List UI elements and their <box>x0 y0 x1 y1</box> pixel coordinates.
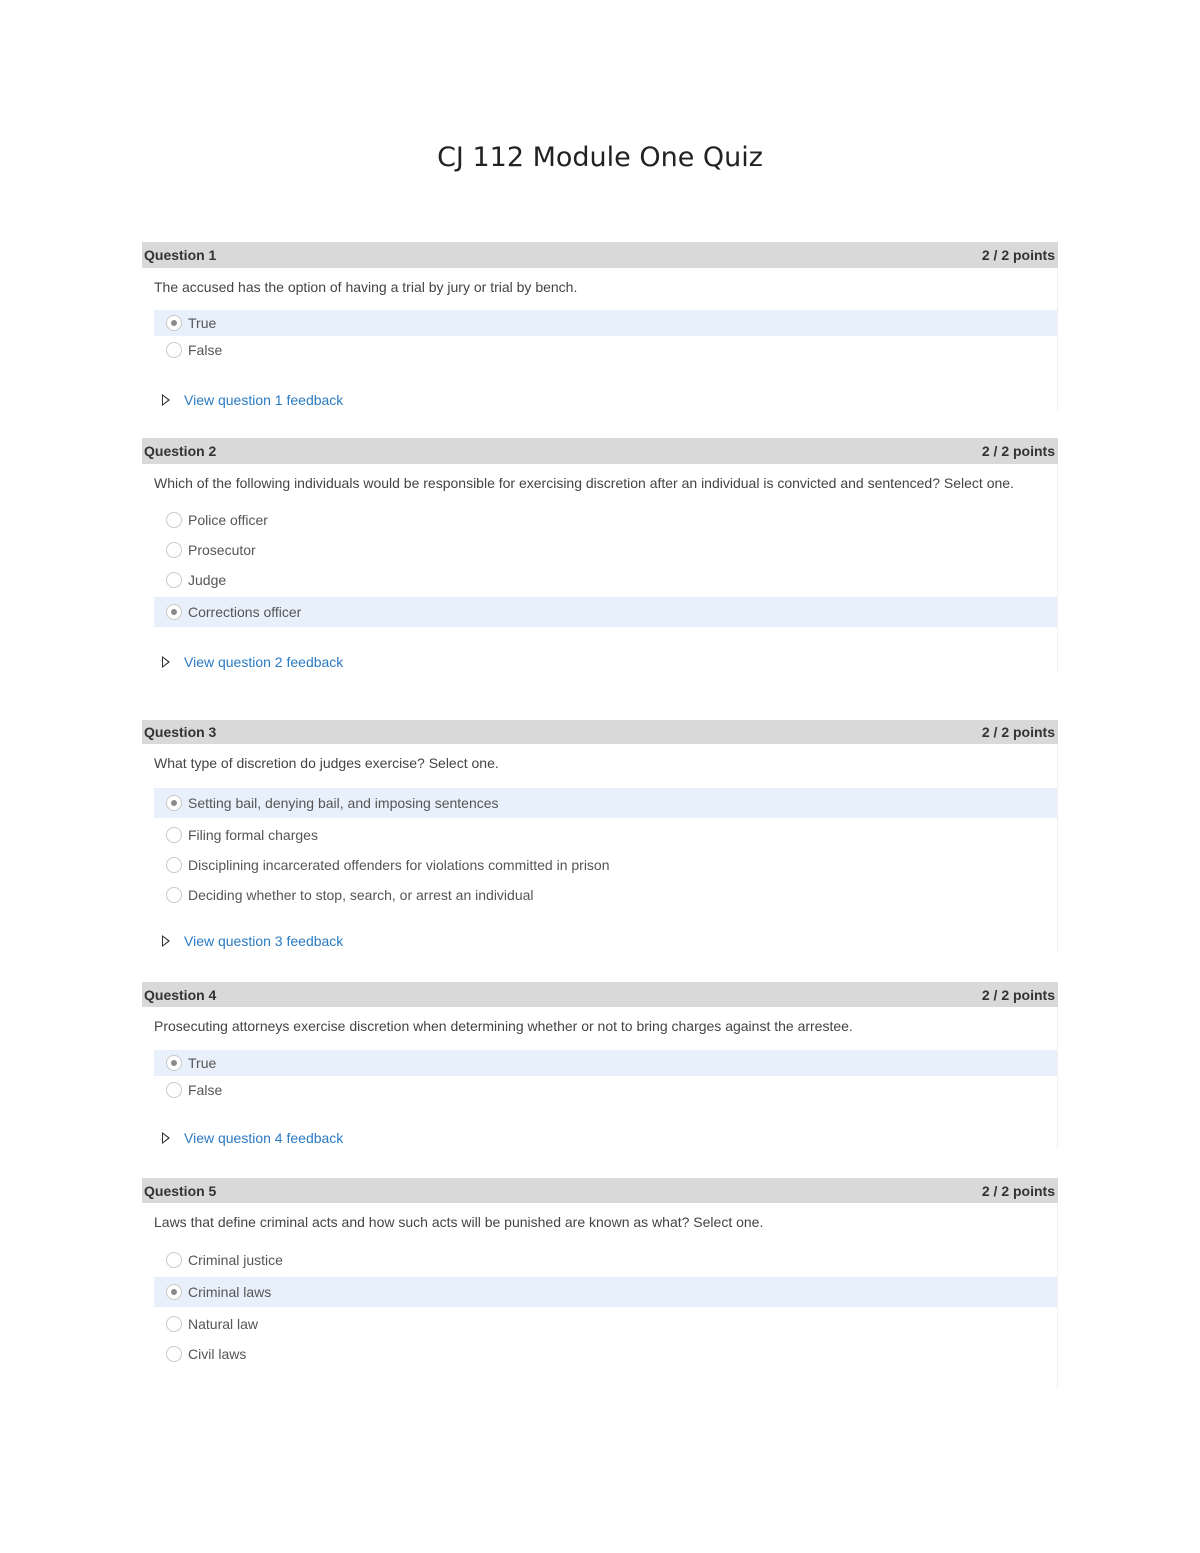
question-score: 2 / 2 points <box>981 443 1055 459</box>
question-body <box>142 464 1058 673</box>
question-text: Prosecuting attorneys exercise discretion when determining whether or not to bring charges against the arrestee. <box>154 1018 853 1034</box>
answer-option-label: Deciding whether to stop, search, or arrest an individual <box>188 887 534 903</box>
answer-option-label: False <box>188 342 223 358</box>
question-body <box>142 268 1058 411</box>
question-3 <box>142 720 1058 952</box>
answer-option-false[interactable] <box>154 1077 1057 1103</box>
question-label: Question 5 <box>144 1182 217 1199</box>
answer-option-criminal-laws[interactable] <box>154 1277 1057 1307</box>
answer-option-police-officer[interactable] <box>154 507 1057 533</box>
answer-options <box>142 1050 1057 1103</box>
question-text: Which of the following individuals would be responsible for exercising discretion after an individual is convicted and sentenced? Select one. <box>154 475 1014 491</box>
answer-option-label: Corrections officer <box>188 604 302 620</box>
feedback-toggle[interactable] <box>142 1127 1057 1149</box>
question-label: Question 2 <box>144 443 217 459</box>
question-body <box>142 1007 1058 1149</box>
question-text: What type of discretion do judges exercise? Select one. <box>154 755 499 771</box>
answer-option-label: Setting bail, denying bail, and imposing sentences <box>188 795 499 811</box>
answer-option-false[interactable] <box>154 337 1057 363</box>
question-label: Question 4 <box>144 986 217 1003</box>
answer-option-prosecutor[interactable] <box>154 537 1057 563</box>
answer-option-judge[interactable] <box>154 567 1057 593</box>
answer-option-natural-law[interactable] <box>154 1311 1057 1337</box>
radio-unchecked-icon[interactable] <box>166 857 182 873</box>
question-header <box>142 720 1058 744</box>
radio-unchecked-icon[interactable] <box>166 1346 182 1362</box>
answer-option-label: Criminal laws <box>188 1284 272 1300</box>
answer-option-label: Natural law <box>188 1316 259 1332</box>
answer-options <box>142 310 1057 363</box>
radio-unchecked-icon[interactable] <box>166 887 182 903</box>
question-label: Question 1 <box>144 247 217 263</box>
question-body <box>142 744 1058 952</box>
question-score: 2 / 2 points <box>981 724 1055 740</box>
radio-unchecked-icon[interactable] <box>166 342 182 358</box>
question-label: Question 3 <box>144 724 217 740</box>
view-feedback-link[interactable]: View question 4 feedback <box>184 1130 344 1146</box>
question-header <box>142 1178 1058 1203</box>
answer-option-label: Criminal justice <box>188 1252 283 1268</box>
question-score: 2 / 2 points <box>981 1182 1055 1199</box>
radio-unchecked-icon[interactable] <box>166 1252 182 1268</box>
question-header <box>142 242 1058 268</box>
answer-option-corrections-officer[interactable] <box>154 597 1057 627</box>
expand-triangle-icon[interactable] <box>162 1132 170 1144</box>
radio-unchecked-icon[interactable] <box>166 512 182 528</box>
answer-options <box>142 507 1057 627</box>
radio-checked-icon[interactable] <box>166 1055 182 1071</box>
answer-option-criminal-justice[interactable] <box>154 1247 1057 1273</box>
expand-triangle-icon[interactable] <box>162 394 170 406</box>
answer-option-label: Prosecutor <box>188 542 256 558</box>
answer-option-label: False <box>188 1082 223 1098</box>
question-score: 2 / 2 points <box>981 247 1055 263</box>
answer-options <box>142 1247 1057 1367</box>
answer-option-label: True <box>188 315 217 331</box>
question-4 <box>142 982 1058 1149</box>
answer-option-stop-search-arrest[interactable] <box>154 882 1057 908</box>
radio-unchecked-icon[interactable] <box>166 1082 182 1098</box>
feedback-toggle[interactable] <box>142 651 1057 673</box>
answer-options <box>142 788 1057 908</box>
radio-unchecked-icon[interactable] <box>166 1316 182 1332</box>
view-feedback-link[interactable]: View question 3 feedback <box>184 933 344 949</box>
radio-checked-icon[interactable] <box>166 315 182 331</box>
answer-option-disciplining-offenders[interactable] <box>154 852 1057 878</box>
answer-option-setting-bail[interactable] <box>154 788 1057 818</box>
question-body <box>142 1203 1058 1389</box>
radio-checked-icon[interactable] <box>166 795 182 811</box>
radio-checked-icon[interactable] <box>166 1284 182 1300</box>
feedback-toggle[interactable] <box>142 389 1057 411</box>
question-text: The accused has the option of having a trial by jury or trial by bench. <box>154 279 578 295</box>
question-text: Laws that define criminal acts and how such acts will be punished are known as what? Select one. <box>154 1214 764 1230</box>
answer-option-true[interactable] <box>154 1050 1057 1076</box>
answer-option-label: Police officer <box>188 512 268 528</box>
question-1 <box>142 242 1058 411</box>
radio-unchecked-icon[interactable] <box>166 572 182 588</box>
feedback-toggle[interactable] <box>142 930 1057 952</box>
radio-unchecked-icon[interactable] <box>166 827 182 843</box>
page-title: CJ 112 Module One Quiz <box>437 142 763 173</box>
answer-option-label: Judge <box>188 572 227 588</box>
view-feedback-link[interactable]: View question 2 feedback <box>184 654 344 670</box>
radio-checked-icon[interactable] <box>166 604 182 620</box>
answer-option-filing-charges[interactable] <box>154 822 1057 848</box>
question-header <box>142 982 1058 1007</box>
question-header <box>142 438 1058 464</box>
answer-option-label: Civil laws <box>188 1346 247 1362</box>
answer-option-label: True <box>188 1055 217 1071</box>
question-5 <box>142 1178 1058 1389</box>
answer-option-true[interactable] <box>154 310 1057 336</box>
question-score: 2 / 2 points <box>981 986 1055 1003</box>
view-feedback-link[interactable]: View question 1 feedback <box>184 392 344 408</box>
answer-option-label: Disciplining incarcerated offenders for violations committed in prison <box>188 857 610 873</box>
answer-option-label: Filing formal charges <box>188 827 318 843</box>
answer-option-civil-laws[interactable] <box>154 1341 1057 1367</box>
expand-triangle-icon[interactable] <box>162 656 170 668</box>
expand-triangle-icon[interactable] <box>162 935 170 947</box>
question-2 <box>142 438 1058 673</box>
radio-unchecked-icon[interactable] <box>166 542 182 558</box>
